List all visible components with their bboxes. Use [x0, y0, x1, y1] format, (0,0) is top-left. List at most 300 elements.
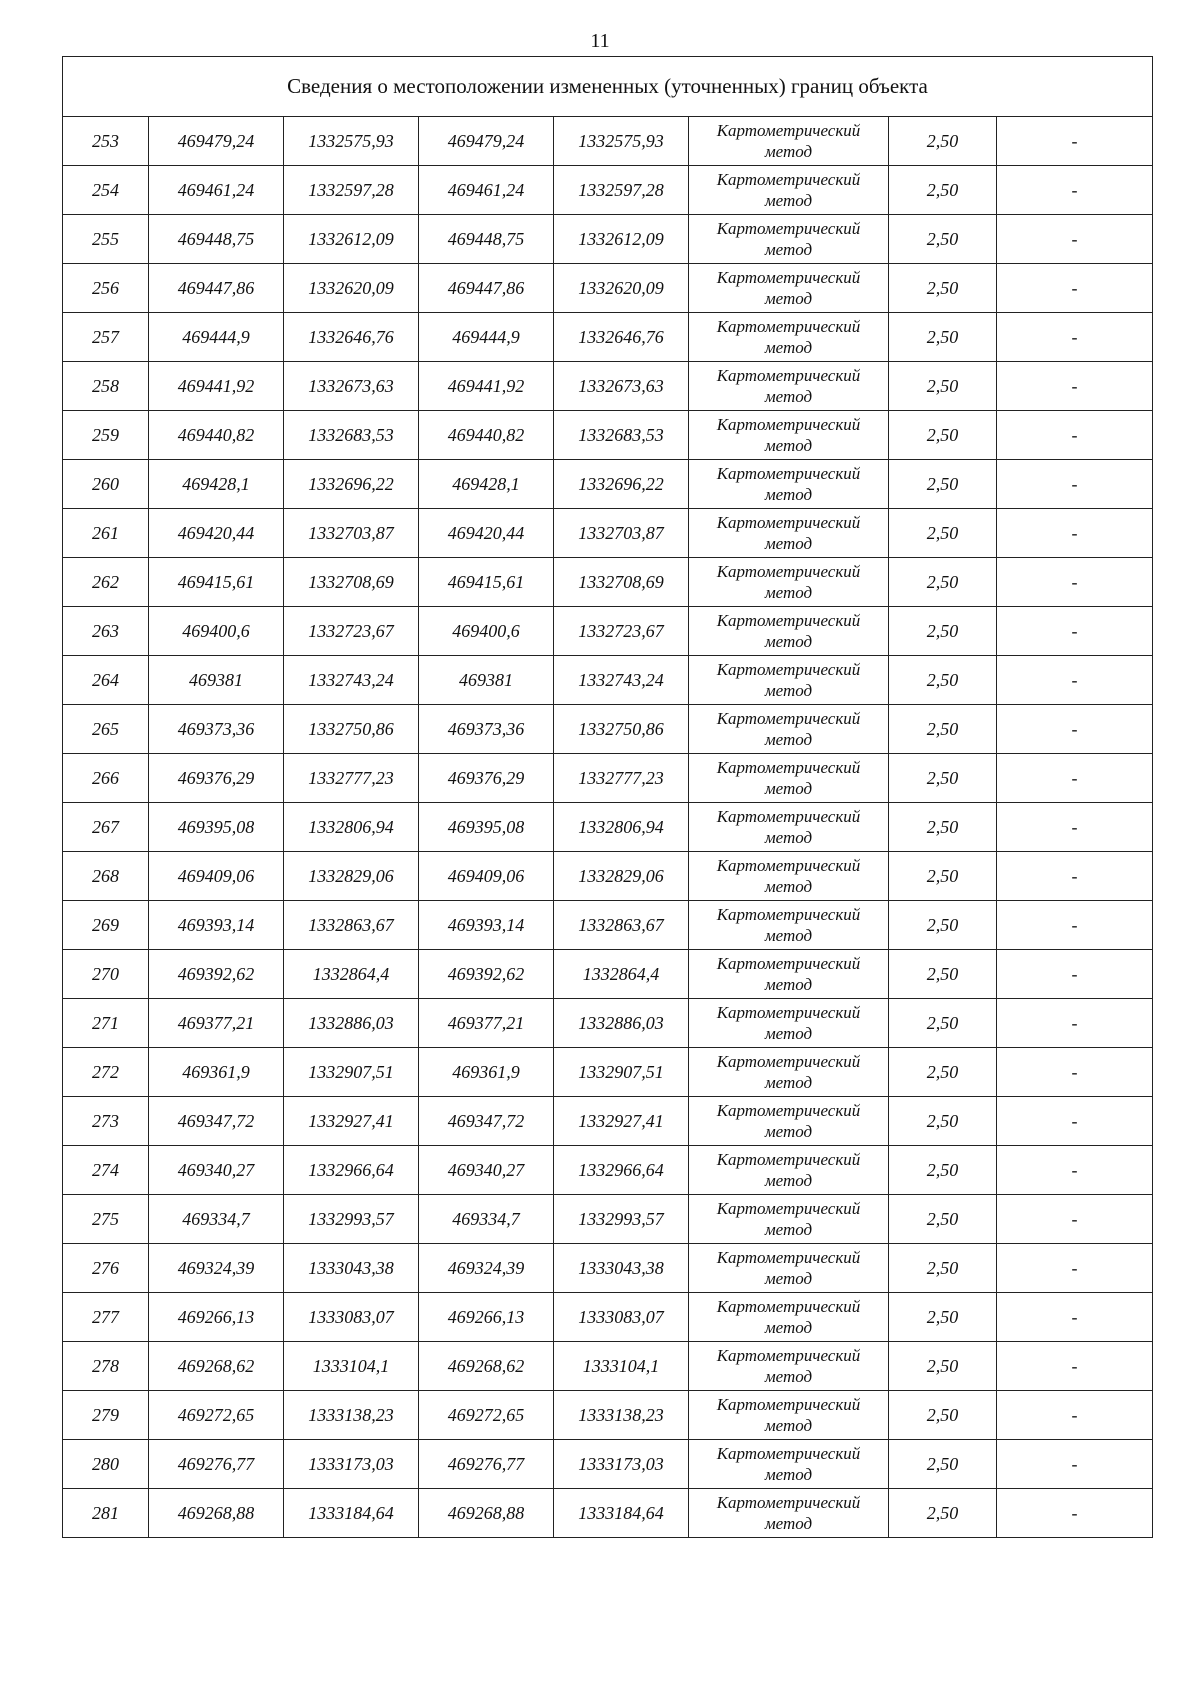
existing-y-cell: 1332723,67: [284, 607, 419, 656]
table-row: [63, 215, 1153, 264]
refined-y-cell: 1332886,03: [554, 999, 689, 1048]
method-line-1: Картометрический: [716, 1003, 861, 1022]
table-row: [63, 1048, 1153, 1097]
method-line-2: метод: [764, 583, 813, 602]
method-cell: [689, 558, 889, 607]
refined-y-cell: 1333043,38: [554, 1244, 689, 1293]
refined-y-cell: 1332597,28: [554, 166, 689, 215]
description-cell: -: [997, 901, 1153, 950]
method-cell: [689, 1097, 889, 1146]
accuracy-cell: 2,50: [889, 901, 997, 950]
refined-y-cell: 1333173,03: [554, 1440, 689, 1489]
refined-x-cell: 469444,9: [419, 313, 554, 362]
refined-x-cell: 469276,77: [419, 1440, 554, 1489]
accuracy-cell: 2,50: [889, 950, 997, 999]
point-number-cell: 281: [63, 1489, 149, 1538]
existing-y-cell: 1332696,22: [284, 460, 419, 509]
refined-y-cell: 1333184,64: [554, 1489, 689, 1538]
description-cell: -: [997, 362, 1153, 411]
method-line-2: метод: [764, 1318, 813, 1337]
existing-y-cell: 1333104,1: [284, 1342, 419, 1391]
description-cell: -: [997, 1244, 1153, 1293]
method-line-1: Картометрический: [716, 1493, 861, 1512]
method-line-1: Картометрический: [716, 562, 861, 581]
description-cell: -: [997, 509, 1153, 558]
description-cell: -: [997, 1097, 1153, 1146]
accuracy-cell: 2,50: [889, 1440, 997, 1489]
method-line-2: метод: [764, 534, 813, 553]
method-line-1: Картометрический: [716, 317, 861, 336]
description-cell: -: [997, 705, 1153, 754]
table-row: [63, 313, 1153, 362]
existing-y-cell: 1332829,06: [284, 852, 419, 901]
refined-y-cell: 1332673,63: [554, 362, 689, 411]
refined-x-cell: 469381: [419, 656, 554, 705]
method-cell: [689, 1342, 889, 1391]
existing-x-cell: 469377,21: [149, 999, 284, 1048]
description-cell: -: [997, 166, 1153, 215]
method-line-1: Картометрический: [716, 1101, 861, 1120]
method-line-1: Картометрический: [716, 464, 861, 483]
point-number-cell: 266: [63, 754, 149, 803]
refined-y-cell: 1332743,24: [554, 656, 689, 705]
method-cell: [689, 1195, 889, 1244]
method-line-2: метод: [764, 1514, 813, 1533]
method-line-1: Картометрический: [716, 1297, 861, 1316]
point-number-cell: 256: [63, 264, 149, 313]
point-number-cell: 259: [63, 411, 149, 460]
method-cell: [689, 901, 889, 950]
accuracy-cell: 2,50: [889, 705, 997, 754]
table-row: [63, 607, 1153, 656]
refined-y-cell: 1332575,93: [554, 117, 689, 166]
description-cell: -: [997, 754, 1153, 803]
refined-x-cell: 469268,88: [419, 1489, 554, 1538]
existing-x-cell: 469268,62: [149, 1342, 284, 1391]
existing-x-cell: 469441,92: [149, 362, 284, 411]
point-number-cell: 270: [63, 950, 149, 999]
existing-x-cell: 469361,9: [149, 1048, 284, 1097]
method-line-1: Картометрический: [716, 513, 861, 532]
existing-y-cell: 1332806,94: [284, 803, 419, 852]
existing-y-cell: 1333184,64: [284, 1489, 419, 1538]
existing-y-cell: 1332863,67: [284, 901, 419, 950]
existing-x-cell: 469381: [149, 656, 284, 705]
method-cell: [689, 1489, 889, 1538]
method-line-2: метод: [764, 1269, 813, 1288]
existing-y-cell: 1332703,87: [284, 509, 419, 558]
method-cell: [689, 411, 889, 460]
accuracy-cell: 2,50: [889, 411, 997, 460]
existing-y-cell: 1332597,28: [284, 166, 419, 215]
existing-x-cell: 469440,82: [149, 411, 284, 460]
description-cell: -: [997, 313, 1153, 362]
refined-y-cell: 1332907,51: [554, 1048, 689, 1097]
point-number-cell: 258: [63, 362, 149, 411]
refined-x-cell: 469376,29: [419, 754, 554, 803]
refined-y-cell: 1332829,06: [554, 852, 689, 901]
refined-x-cell: 469479,24: [419, 117, 554, 166]
accuracy-cell: 2,50: [889, 264, 997, 313]
table-row: [63, 754, 1153, 803]
method-line-2: метод: [764, 240, 813, 259]
method-line-2: метод: [764, 730, 813, 749]
method-cell: [689, 1293, 889, 1342]
existing-x-cell: 469324,39: [149, 1244, 284, 1293]
refined-x-cell: 469409,06: [419, 852, 554, 901]
refined-y-cell: 1332620,09: [554, 264, 689, 313]
existing-x-cell: 469272,65: [149, 1391, 284, 1440]
refined-x-cell: 469441,92: [419, 362, 554, 411]
method-line-1: Картометрический: [716, 856, 861, 875]
existing-y-cell: 1332612,09: [284, 215, 419, 264]
method-line-1: Картометрический: [716, 219, 861, 238]
refined-y-cell: 1333138,23: [554, 1391, 689, 1440]
accuracy-cell: 2,50: [889, 1489, 997, 1538]
existing-x-cell: 469461,24: [149, 166, 284, 215]
method-cell: [689, 460, 889, 509]
table-row: [63, 1195, 1153, 1244]
existing-y-cell: 1332993,57: [284, 1195, 419, 1244]
existing-x-cell: 469393,14: [149, 901, 284, 950]
accuracy-cell: 2,50: [889, 166, 997, 215]
table-row: [63, 166, 1153, 215]
refined-y-cell: 1332703,87: [554, 509, 689, 558]
existing-y-cell: 1333173,03: [284, 1440, 419, 1489]
table-row: [63, 1391, 1153, 1440]
point-number-cell: 257: [63, 313, 149, 362]
description-cell: -: [997, 999, 1153, 1048]
table-row: [63, 950, 1153, 999]
description-cell: -: [997, 117, 1153, 166]
existing-y-cell: 1333043,38: [284, 1244, 419, 1293]
accuracy-cell: 2,50: [889, 509, 997, 558]
method-line-1: Картометрический: [716, 170, 861, 189]
table-row: [63, 1489, 1153, 1538]
table-row: [63, 1244, 1153, 1293]
method-line-2: метод: [764, 975, 813, 994]
method-line-1: Картометрический: [716, 1150, 861, 1169]
point-number-cell: 255: [63, 215, 149, 264]
method-line-2: метод: [764, 1220, 813, 1239]
method-line-1: Картометрический: [716, 121, 861, 140]
description-cell: -: [997, 950, 1153, 999]
existing-x-cell: 469479,24: [149, 117, 284, 166]
method-line-2: метод: [764, 1416, 813, 1435]
refined-x-cell: 469415,61: [419, 558, 554, 607]
accuracy-cell: 2,50: [889, 852, 997, 901]
method-cell: [689, 1048, 889, 1097]
method-cell: [689, 1146, 889, 1195]
refined-x-cell: 469447,86: [419, 264, 554, 313]
existing-y-cell: 1332886,03: [284, 999, 419, 1048]
existing-x-cell: 469395,08: [149, 803, 284, 852]
table-caption-row: [63, 57, 1153, 117]
method-cell: [689, 754, 889, 803]
description-cell: -: [997, 1048, 1153, 1097]
refined-x-cell: 469393,14: [419, 901, 554, 950]
refined-y-cell: 1332696,22: [554, 460, 689, 509]
accuracy-cell: 2,50: [889, 803, 997, 852]
refined-y-cell: 1332750,86: [554, 705, 689, 754]
table-row: [63, 117, 1153, 166]
point-number-cell: 253: [63, 117, 149, 166]
existing-y-cell: 1333083,07: [284, 1293, 419, 1342]
table-row: [63, 1293, 1153, 1342]
description-cell: -: [997, 1293, 1153, 1342]
method-line-2: метод: [764, 681, 813, 700]
point-number-cell: 273: [63, 1097, 149, 1146]
method-cell: [689, 999, 889, 1048]
point-number-cell: 254: [63, 166, 149, 215]
method-line-2: метод: [764, 1122, 813, 1141]
point-number-cell: 260: [63, 460, 149, 509]
existing-x-cell: 469420,44: [149, 509, 284, 558]
refined-x-cell: 469272,65: [419, 1391, 554, 1440]
existing-x-cell: 469428,1: [149, 460, 284, 509]
existing-y-cell: 1332966,64: [284, 1146, 419, 1195]
boundary-coordinates-table: [62, 56, 1153, 1538]
point-number-cell: 278: [63, 1342, 149, 1391]
accuracy-cell: 2,50: [889, 1048, 997, 1097]
point-number-cell: 272: [63, 1048, 149, 1097]
refined-x-cell: 469377,21: [419, 999, 554, 1048]
accuracy-cell: 2,50: [889, 1244, 997, 1293]
existing-y-cell: 1332575,93: [284, 117, 419, 166]
accuracy-cell: 2,50: [889, 1342, 997, 1391]
refined-x-cell: 469440,82: [419, 411, 554, 460]
point-number-cell: 265: [63, 705, 149, 754]
method-line-1: Картометрический: [716, 366, 861, 385]
existing-x-cell: 469376,29: [149, 754, 284, 803]
existing-x-cell: 469400,6: [149, 607, 284, 656]
refined-y-cell: 1332993,57: [554, 1195, 689, 1244]
method-cell: [689, 313, 889, 362]
method-line-1: Картометрический: [716, 660, 861, 679]
method-cell: [689, 117, 889, 166]
method-line-1: Картометрический: [716, 1395, 861, 1414]
method-line-2: метод: [764, 1171, 813, 1190]
existing-y-cell: 1332927,41: [284, 1097, 419, 1146]
table-row: [63, 803, 1153, 852]
method-line-1: Картометрический: [716, 709, 861, 728]
table-row: [63, 411, 1153, 460]
refined-x-cell: 469324,39: [419, 1244, 554, 1293]
method-line-2: метод: [764, 877, 813, 896]
point-number-cell: 279: [63, 1391, 149, 1440]
accuracy-cell: 2,50: [889, 999, 997, 1048]
accuracy-cell: 2,50: [889, 460, 997, 509]
point-number-cell: 275: [63, 1195, 149, 1244]
table-row: [63, 264, 1153, 313]
point-number-cell: 261: [63, 509, 149, 558]
method-cell: [689, 1440, 889, 1489]
method-cell: [689, 362, 889, 411]
table-row: [63, 1342, 1153, 1391]
table-caption: Сведения о местоположении измененных (уточненных) границ объекта: [63, 57, 1153, 117]
existing-y-cell: 1332646,76: [284, 313, 419, 362]
existing-y-cell: 1332683,53: [284, 411, 419, 460]
method-line-2: метод: [764, 926, 813, 945]
table-row: [63, 460, 1153, 509]
description-cell: -: [997, 264, 1153, 313]
table-row: [63, 1440, 1153, 1489]
refined-y-cell: 1332723,67: [554, 607, 689, 656]
method-cell: [689, 166, 889, 215]
description-cell: -: [997, 1195, 1153, 1244]
accuracy-cell: 2,50: [889, 117, 997, 166]
method-cell: [689, 950, 889, 999]
method-line-1: Картометрический: [716, 807, 861, 826]
existing-x-cell: 469340,27: [149, 1146, 284, 1195]
method-line-2: метод: [764, 1367, 813, 1386]
table-row: [63, 509, 1153, 558]
existing-x-cell: 469276,77: [149, 1440, 284, 1489]
method-cell: [689, 656, 889, 705]
accuracy-cell: 2,50: [889, 1097, 997, 1146]
refined-x-cell: 469340,27: [419, 1146, 554, 1195]
method-cell: [689, 705, 889, 754]
table-row: [63, 999, 1153, 1048]
table-row: [63, 705, 1153, 754]
method-cell: [689, 215, 889, 264]
existing-x-cell: 469373,36: [149, 705, 284, 754]
table-row: [63, 362, 1153, 411]
accuracy-cell: 2,50: [889, 607, 997, 656]
table-row: [63, 1097, 1153, 1146]
table-row: [63, 901, 1153, 950]
method-line-2: метод: [764, 632, 813, 651]
method-line-2: метод: [764, 1073, 813, 1092]
existing-x-cell: 469444,9: [149, 313, 284, 362]
existing-y-cell: 1332743,24: [284, 656, 419, 705]
method-cell: [689, 264, 889, 313]
method-line-2: метод: [764, 436, 813, 455]
description-cell: -: [997, 411, 1153, 460]
existing-y-cell: 1332907,51: [284, 1048, 419, 1097]
existing-x-cell: 469334,7: [149, 1195, 284, 1244]
point-number-cell: 268: [63, 852, 149, 901]
method-line-2: метод: [764, 338, 813, 357]
description-cell: -: [997, 215, 1153, 264]
refined-x-cell: 469400,6: [419, 607, 554, 656]
description-cell: -: [997, 852, 1153, 901]
method-line-2: метод: [764, 828, 813, 847]
point-number-cell: 262: [63, 558, 149, 607]
method-line-1: Картометрический: [716, 954, 861, 973]
point-number-cell: 263: [63, 607, 149, 656]
refined-y-cell: 1332927,41: [554, 1097, 689, 1146]
refined-y-cell: 1332708,69: [554, 558, 689, 607]
description-cell: -: [997, 1342, 1153, 1391]
method-cell: [689, 803, 889, 852]
existing-x-cell: 469415,61: [149, 558, 284, 607]
description-cell: -: [997, 803, 1153, 852]
refined-y-cell: 1332777,23: [554, 754, 689, 803]
accuracy-cell: 2,50: [889, 1293, 997, 1342]
refined-y-cell: 1332683,53: [554, 411, 689, 460]
point-number-cell: 277: [63, 1293, 149, 1342]
accuracy-cell: 2,50: [889, 656, 997, 705]
method-line-1: Картометрический: [716, 1052, 861, 1071]
existing-y-cell: 1332620,09: [284, 264, 419, 313]
refined-x-cell: 469395,08: [419, 803, 554, 852]
point-number-cell: 274: [63, 1146, 149, 1195]
refined-x-cell: 469461,24: [419, 166, 554, 215]
table-row: [63, 656, 1153, 705]
description-cell: -: [997, 607, 1153, 656]
method-line-1: Картометрический: [716, 1444, 861, 1463]
refined-y-cell: 1332863,67: [554, 901, 689, 950]
method-line-1: Картометрический: [716, 415, 861, 434]
method-line-1: Картометрический: [716, 905, 861, 924]
method-line-2: метод: [764, 1465, 813, 1484]
method-line-2: метод: [764, 387, 813, 406]
point-number-cell: 267: [63, 803, 149, 852]
refined-y-cell: 1333104,1: [554, 1342, 689, 1391]
method-line-2: метод: [764, 1024, 813, 1043]
accuracy-cell: 2,50: [889, 362, 997, 411]
description-cell: -: [997, 558, 1153, 607]
description-cell: -: [997, 460, 1153, 509]
table-row: [63, 852, 1153, 901]
description-cell: -: [997, 1146, 1153, 1195]
point-number-cell: 264: [63, 656, 149, 705]
method-cell: [689, 1391, 889, 1440]
refined-x-cell: 469361,9: [419, 1048, 554, 1097]
point-number-cell: 276: [63, 1244, 149, 1293]
method-cell: [689, 607, 889, 656]
description-cell: -: [997, 1489, 1153, 1538]
method-line-1: Картометрический: [716, 1199, 861, 1218]
refined-x-cell: 469420,44: [419, 509, 554, 558]
table-row: [63, 558, 1153, 607]
method-line-2: метод: [764, 779, 813, 798]
refined-x-cell: 469347,72: [419, 1097, 554, 1146]
table-row: [63, 1146, 1153, 1195]
refined-x-cell: 469334,7: [419, 1195, 554, 1244]
refined-x-cell: 469448,75: [419, 215, 554, 264]
method-line-1: Картометрический: [716, 1248, 861, 1267]
refined-y-cell: 1332864,4: [554, 950, 689, 999]
refined-y-cell: 1332612,09: [554, 215, 689, 264]
existing-y-cell: 1333138,23: [284, 1391, 419, 1440]
accuracy-cell: 2,50: [889, 1195, 997, 1244]
method-line-2: метод: [764, 289, 813, 308]
method-line-1: Картометрический: [716, 1346, 861, 1365]
description-cell: -: [997, 1391, 1153, 1440]
method-cell: [689, 852, 889, 901]
method-line-1: Картометрический: [716, 611, 861, 630]
existing-y-cell: 1332708,69: [284, 558, 419, 607]
accuracy-cell: 2,50: [889, 313, 997, 362]
existing-x-cell: 469266,13: [149, 1293, 284, 1342]
method-cell: [689, 509, 889, 558]
refined-y-cell: 1332646,76: [554, 313, 689, 362]
refined-x-cell: 469266,13: [419, 1293, 554, 1342]
existing-y-cell: 1332750,86: [284, 705, 419, 754]
accuracy-cell: 2,50: [889, 754, 997, 803]
existing-x-cell: 469268,88: [149, 1489, 284, 1538]
method-line-1: Картометрический: [716, 758, 861, 777]
existing-x-cell: 469392,62: [149, 950, 284, 999]
existing-y-cell: 1332864,4: [284, 950, 419, 999]
page-number: 11: [590, 30, 610, 52]
refined-x-cell: 469373,36: [419, 705, 554, 754]
existing-x-cell: 469448,75: [149, 215, 284, 264]
existing-y-cell: 1332673,63: [284, 362, 419, 411]
accuracy-cell: 2,50: [889, 558, 997, 607]
